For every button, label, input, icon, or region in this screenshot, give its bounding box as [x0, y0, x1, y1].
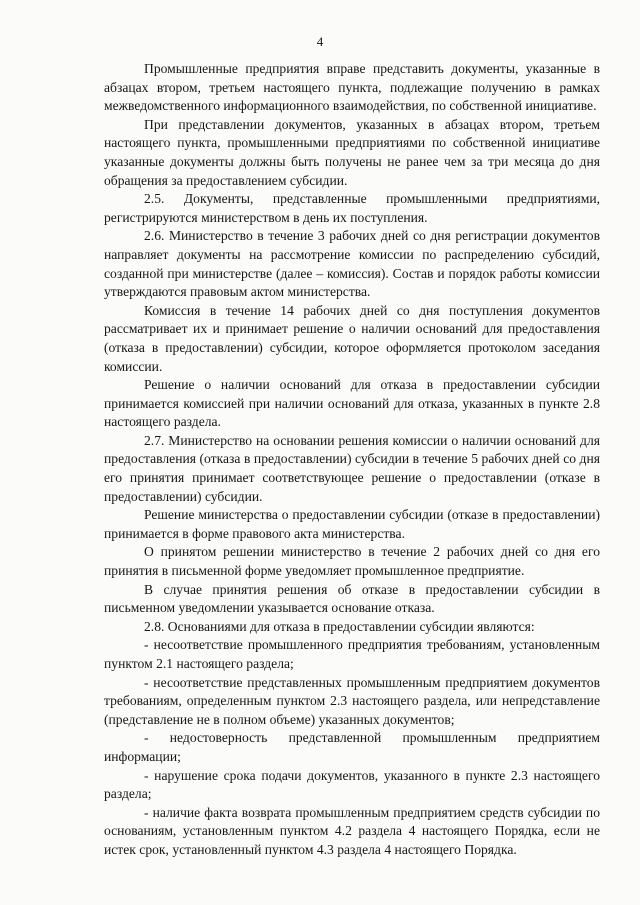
paragraph: 2.6. Министерство в течение 3 рабочих дней со дня регистрации документов направляет документы на рассмотрение комиссии по распределению субсидий, созданной при министерстве (далее – комиссия). Состав и порядок работы комиссии утверждаются правовым актом министерства.: [104, 228, 600, 300]
list-item: - несоответствие промышленного предприятия требованиям, установленным пунктом 2.1 настоящего раздела;: [104, 637, 600, 671]
paragraph: При представлении документов, указанных в абзацах втором, третьем настоящего пункта, промышленными предприятиями по собственной инициативе указанные документы должны быть получены не ранее чем за три месяца до дня обращения за предоставлением субсидии.: [104, 116, 600, 188]
paragraph: 2.7. Министерство на основании решения комиссии о наличии оснований для предоставления (отказа в предоставлении) субсидии в течение 5 рабочих дней со дня его принятия принимает соответствующее решение о предоставлении (отказе в предоставлении) субсидии.: [104, 432, 600, 504]
document-body: [104, 60, 600, 860]
paragraph: 2.8. Основаниями для отказа в предоставлении субсидии являются:: [144, 618, 535, 634]
list-item: - недостоверность представленной промышленным предприятием информации;: [104, 730, 600, 764]
list-item: - несоответствие представленных промышленным предприятием документов требованиям, определенным пунктом 2.3 настоящего раздела, или непредставление (представление не в полном объеме) указанных документов;: [104, 674, 600, 727]
page-number: 4: [316, 34, 324, 49]
paragraph: Решение о наличии оснований для отказа в предоставлении субсидии принимается комиссией при наличии оснований для отказа, указанных в пункте 2.8 настоящего раздела.: [104, 377, 600, 430]
paragraph: Решение министерства о предоставлении субсидии (отказе в предоставлении) принимается в форме правового акта министерства.: [104, 507, 600, 541]
paragraph: Комиссия в течение 14 рабочих дней со дня поступления документов рассматривает их и принимает решение о наличии оснований для предоставления (отказа в предоставлении) субсидии, которое оформляется протоколом заседания комиссии.: [104, 302, 600, 374]
paragraph: В случае принятия решения об отказе в предоставлении субсидии в письменном уведомлении указывается основание отказа.: [104, 581, 600, 616]
list-item: - наличие факта возврата промышленным предприятием средств субсидии по основаниям, установленным пунктом 4.2 раздела 4 настоящего Порядка, если не истек срок, установленный пунктом 4.3 раздела 4 настоящего Порядка.: [104, 804, 600, 857]
paragraph: 2.5. Документы, представленные промышленными предприятиями, регистрируются министерством в день их поступления.: [104, 191, 600, 225]
paragraph: О принятом решении министерство в течение 2 рабочих дней со дня его принятия в письменной форме уведомляет промышленное предприятие.: [104, 544, 600, 579]
paragraph: Промышленные предприятия вправе представить документы, указанные в абзацах втором, третьем настоящего пункта, подлежащие получению в рамках межведомственного информационного взаимодействия, по собственной инициативе.: [104, 61, 600, 114]
list-item: - нарушение срока подачи документов, указанного в пункте 2.3 настоящего раздела;: [104, 767, 600, 802]
